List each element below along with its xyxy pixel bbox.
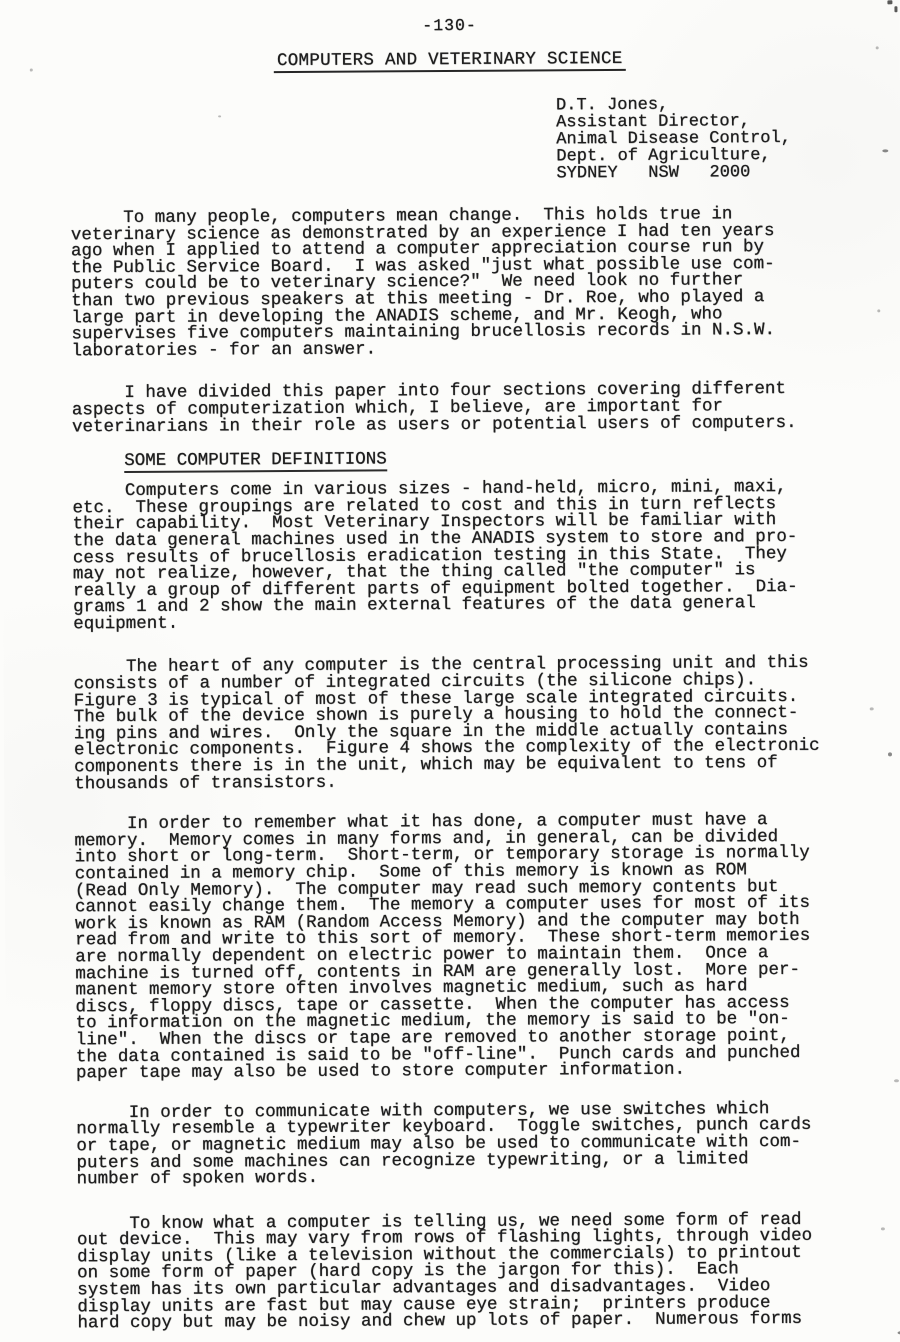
- paragraph: The heart of any computer is the central processing unit and this consists of a number of integrated circuits (the silicone chips). Figure 3 is typical of most of these large scale integrated circuits. The bulk of the device shown is purely a housing to hold the connect- ing pins and wires. Only the square in the middle actually contains electronic components. Figure 4 shows the complexity of the electronic components there is in the unit, which may be equivalent to tens of thousands of transistors.: [73, 653, 820, 794]
- paragraph: In order to communicate with computers, we use switches which normally resemble a typewriter keyboard. Toggle switches, punch cards or tape, or magnetic medium may also be used to communicate with com- puters and some machines can recognize typewriting, or a limited number of spoken words.: [76, 1098, 812, 1190]
- scan-artifact: [877, 309, 880, 312]
- paragraph: In order to remember what it has done, a computer must have a memory. Memory comes in many forms and, in general, can be divided into short or long-term. Short-term, or temporary storage is normally contained in a memory chip. Some of this memory is known as ROM (Read Only Memory). The computer may read such memory contents but cannot easily change them. The memory a computer uses for most of its work is known as RAM (Random Access Memory) and the computer may both read from and write to this sort of memory. These short-term memories are normally dependent on electric power to maintain them. Once a machine is turned off, contents in RAM are generally lost. More per- manent memory store often involves magnetic medium, such as hard discs, floppy discs, tape or cassette. When the computer has access to information on the magnetic medium, the memory is said to be "on- line". When the discs or tape are removed to another storage point, the data contained is said to be "off-line". Punch cards and punched paper tape may also be used to store computer information.: [74, 810, 811, 1084]
- page-number: -130-: [422, 15, 477, 36]
- title-row: [0, 48, 900, 74]
- scan-artifact: [881, 1227, 885, 1230]
- scan-artifact: [887, 0, 892, 4]
- document-title: COMPUTERS AND VETERINARY SCIENCE: [274, 50, 626, 73]
- scan-artifact: [30, 69, 33, 72]
- paragraph: To many people, computers mean change. This holds true in veterinary science as demonstrated by an experience I had ten years ago when I applied to attend a computer appreciation course run by the Public Service Board. I was asked "just what possible use com- puters could be to veterinary science?" We need look no further than two previous speakers at this meeting - Dr. Roe, who played a large part in developing the ANADIS scheme, and Mr. Keogh, who supervises five computers maintaining brucellosis records in N.S.W. laboratories - for an answer.: [70, 204, 776, 362]
- scan-artifact: [894, 1079, 899, 1082]
- paragraph: To know what a computer is telling us, we need some form of read out device. This may vary from rows of flashing lights, through video display units (like a television without the commercials) to printout on some form of paper (hard copy is the jargon for this). Each system has its own particular advantages and disadvantages. Video display units are fast but may cause eye strain; printers produce hard copy but may be noisy and chew up lots of paper. Numerous forms: [76, 1209, 813, 1334]
- scan-artifact: [894, 6, 897, 12]
- scan-artifact: [876, 46, 879, 49]
- section-heading-definitions: SOME COMPUTER DEFINITIONS: [124, 449, 387, 472]
- paragraph: I have divided this paper into four sections covering different aspects of computerization which, I believe, are important for veterinarians in their role as users or potential users of computers.: [71, 379, 797, 437]
- document-body: [71, 206, 856, 1333]
- scan-artifact: [218, 115, 221, 117]
- author-block: D.T. Jones, Assistant Director, Animal Disease Control, Dept. of Agriculture, SYDNEY NSW 2000: [555, 95, 791, 184]
- scan-artifact: [870, 707, 874, 710]
- paragraph: Computers come in various sizes - hand-held, micro, mini, maxi, etc. These groupings are related to cost and this in turn reflects their capability. Most Veterinary Inspectors will be familiar with the data general machines used in the ANADIS system to store and pro- cess results of brucellosis eradication testing in this State. They may not realize, however, that the thing called "the computer" is really a group of different parts of equipment bolted together. Dia- grams 1 and 2 show the main external features of the data general equipment.: [72, 477, 798, 635]
- scan-artifact: [882, 149, 888, 152]
- scan-artifact: [888, 752, 892, 756]
- heading-row: [72, 448, 850, 474]
